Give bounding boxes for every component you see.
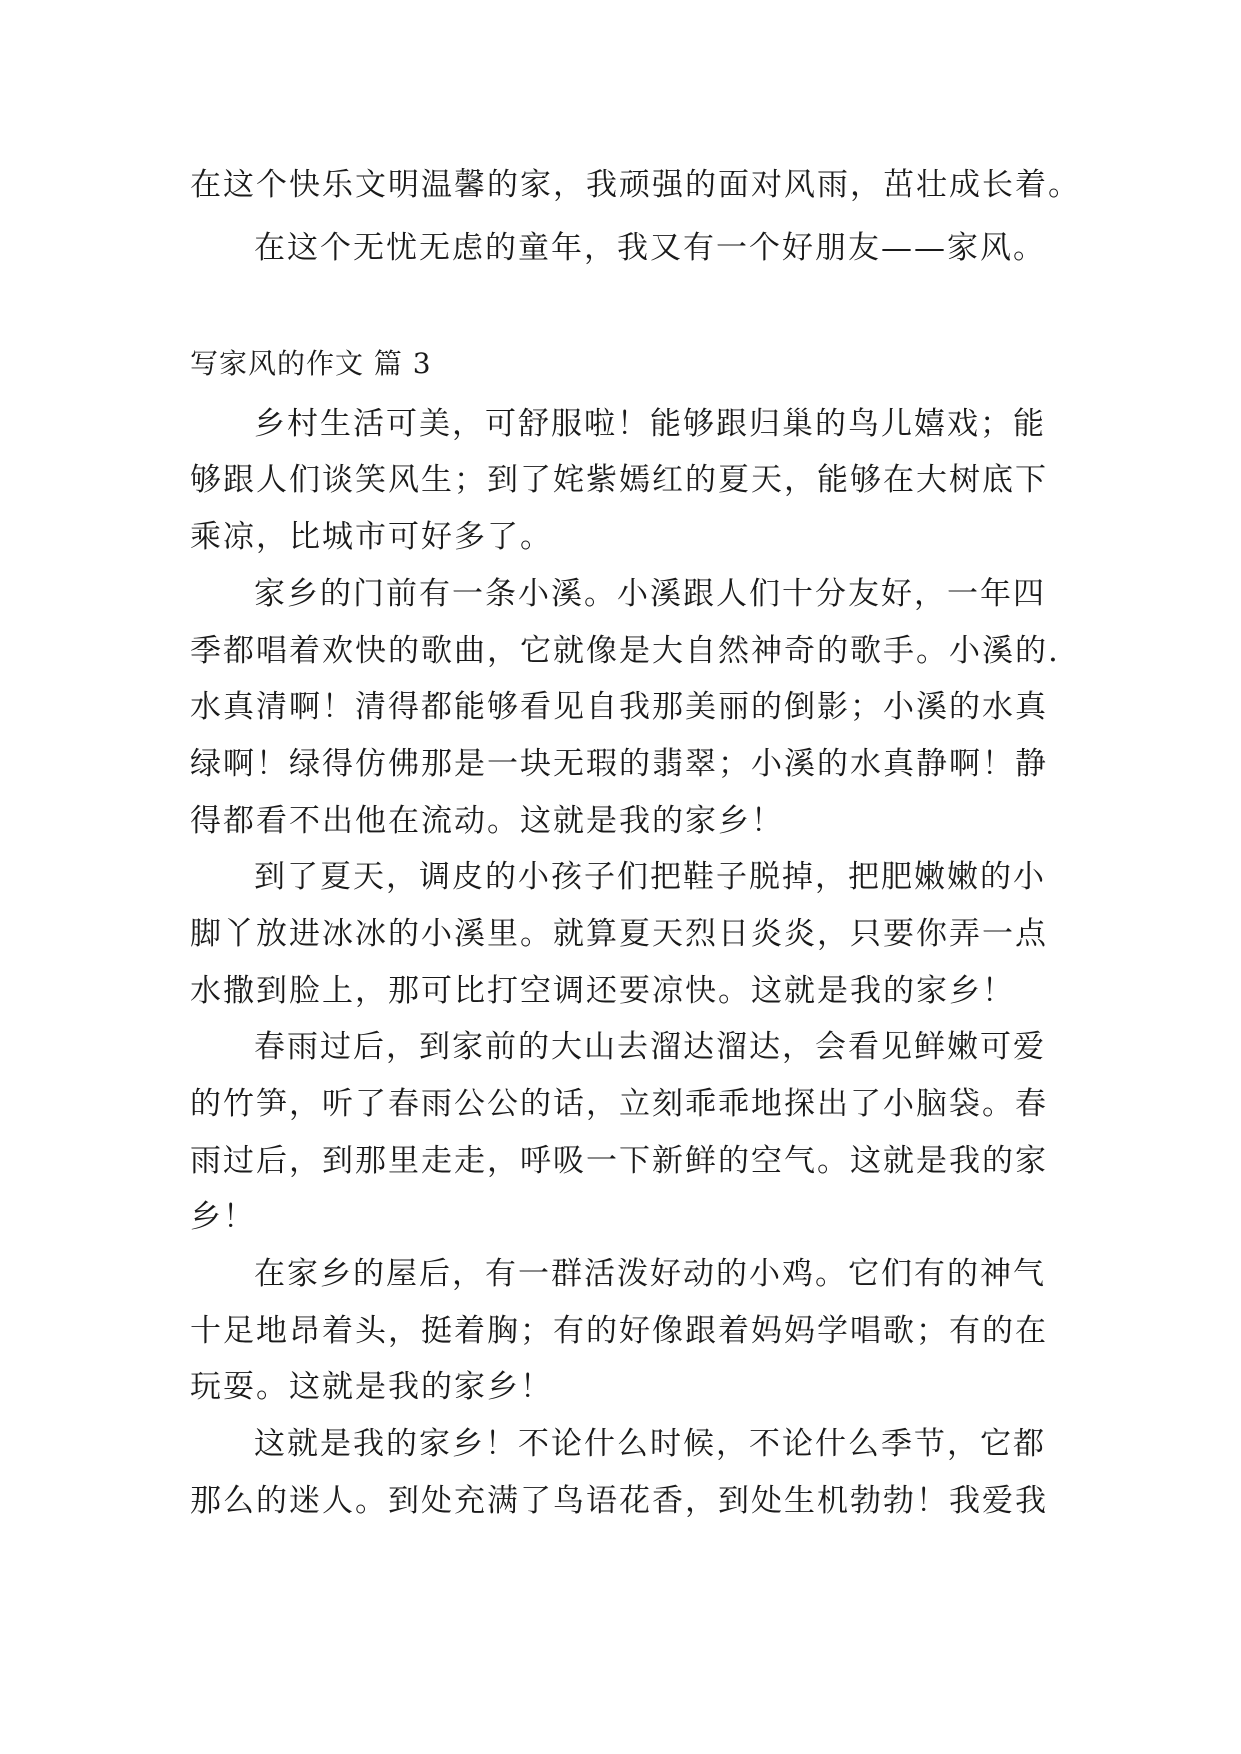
section-title: 写家风的作文 篇 3 bbox=[190, 347, 432, 380]
paragraph-line: 够跟人们谈笑风生；到了姹紫嫣红的夏天，能够在大树底下 bbox=[190, 462, 1048, 498]
paragraph-line: 玩耍。这就是我的家乡！ bbox=[190, 1369, 553, 1405]
paragraph-line: 春雨过后，到家前的大山去溜达溜达，会看见鲜嫩可爱 bbox=[254, 1029, 1046, 1065]
text-line: 在这个无忧无虑的童年，我又有一个好朋友——家风。 bbox=[254, 230, 1046, 266]
paragraph-line: 脚丫放进冰冰的小溪里。就算夏天烈日炎炎，只要你弄一点 bbox=[190, 916, 1048, 952]
paragraph-line: 水撒到脸上，那可比打空调还要凉快。这就是我的家乡！ bbox=[190, 973, 1015, 1009]
paragraph-line: 在家乡的屋后，有一群活泼好动的小鸡。它们有的神气 bbox=[254, 1256, 1046, 1292]
paragraph-line: 的竹笋，听了春雨公公的话，立刻乖乖地探出了小脑袋。春 bbox=[190, 1086, 1048, 1122]
paragraph-line: 乡！ bbox=[190, 1199, 256, 1235]
paragraph-line: 到了夏天，调皮的小孩子们把鞋子脱掉，把肥嫩嫩的小 bbox=[254, 859, 1046, 895]
paragraph-line: 乘凉，比城市可好多了。 bbox=[190, 519, 553, 555]
paragraph-line: 乡村生活可美，可舒服啦！能够跟归巢的鸟儿嬉戏；能 bbox=[254, 406, 1046, 442]
paragraph-line: 得都看不出他在流动。这就是我的家乡！ bbox=[190, 803, 784, 839]
paragraph-line: 季都唱着欢快的歌曲，它就像是大自然神奇的歌手。小溪的. bbox=[190, 633, 1060, 669]
paragraph-line: 这就是我的家乡！不论什么时候，不论什么季节，它都 bbox=[254, 1426, 1046, 1462]
paragraph-line: 雨过后，到那里走走，呼吸一下新鲜的空气。这就是我的家 bbox=[190, 1143, 1048, 1179]
paragraph-line: 水真清啊！清得都能够看见自我那美丽的倒影；小溪的水真 bbox=[190, 689, 1048, 725]
paragraph-line: 家乡的门前有一条小溪。小溪跟人们十分友好，一年四 bbox=[254, 576, 1046, 612]
paragraph-line: 十足地昂着头，挺着胸；有的好像跟着妈妈学唱歌；有的在 bbox=[190, 1313, 1048, 1349]
paragraph-line: 绿啊！绿得仿佛那是一块无瑕的翡翠；小溪的水真静啊！静 bbox=[190, 746, 1048, 782]
text-line: 在这个快乐文明温馨的家，我顽强的面对风雨，茁壮成长着。 bbox=[190, 167, 1081, 203]
paragraph-line: 那么的迷人。到处充满了鸟语花香，到处生机勃勃！我爱我 bbox=[190, 1483, 1048, 1519]
